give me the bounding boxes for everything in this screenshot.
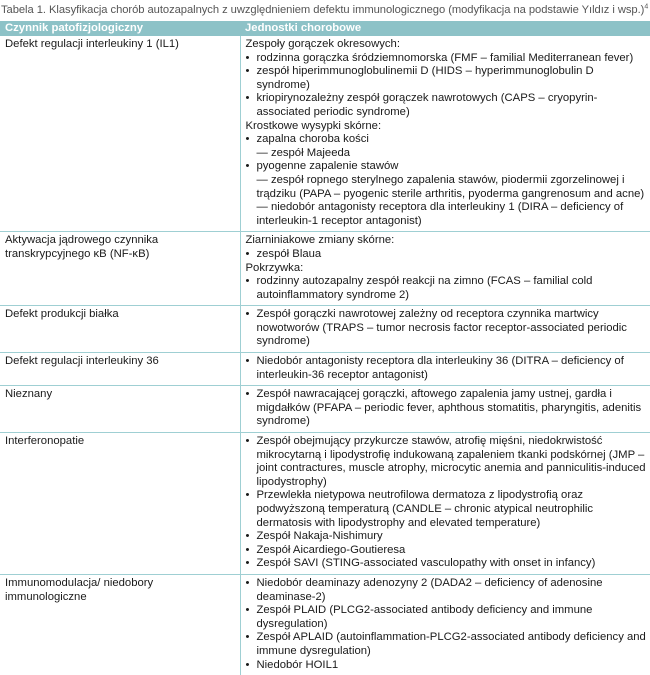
table-row — [0, 386, 650, 433]
list-item: • Zespół APLAID (autoinflammation-PLCG2-associated antibody deficiency and immune dysregulation) — [246, 631, 647, 658]
group-heading: Pokrzywka: — [245, 261, 304, 274]
list-item: • Przewlekła nietypowa neutrofilowa dermatoza z lipodystrofią oraz podwyższoną temperaturą (CANDLE – chronic atypical neutrophilic dermatosis with lipodystrophy and elevated temperature) — [246, 489, 647, 530]
group-heading: Krostkowe wysypki skórne: — [245, 119, 382, 132]
table-body — [0, 36, 650, 675]
list-item: • Zespół PLAID (PLCG2-associated antibody deficiency and immune dysregulation) — [246, 604, 647, 631]
list-item: • Zespół nawracającej gorączki, aftowego zapalenia jamy ustnej, gardła i migdałków (PFAPA – periodic fever, aphthous stomatitis, pharyngitis, adenitis syndrome) — [246, 388, 647, 429]
table-row — [0, 433, 650, 575]
group-heading: Ziarniniakowe zmiany skórne: — [245, 234, 395, 247]
list-item: • zespół Blaua — [246, 248, 647, 262]
sub-list-item: — zespół Majeeda — [246, 147, 647, 161]
table-row — [0, 36, 650, 232]
list-item: • zespół hiperimmunoglobulinemii D (HIDS – hyperimmunoglobulin D syndrome) — [246, 65, 647, 92]
list-item: • Zespół obejmujący przykurcze stawów, atrofię mięśni, niedokrwistość mikrocytarną i lipodystrofię indukowaną zapaleniem tkanki podskórnej (JMP – joint contractures, muscle atrophy, microcytic anemia and panniculitis-induced lipodystrophy) — [246, 435, 647, 489]
disease-entities-cell — [240, 353, 650, 386]
table-row — [0, 306, 650, 353]
sub-list-item: — niedobór antagonisty receptora dla interleukiny 1 (DIRA – deficiency of interleukin-1 receptor antagonist) — [246, 201, 647, 228]
list-item: • Niedobór antagonisty receptora dla interleukiny 36 (DITRA – deficiency of interleukin-36 receptor antagonist) — [246, 355, 647, 382]
list-item: • Niedobór HOIL1 — [246, 659, 647, 673]
factor-cell: Defekt regulacji interleukiny 36 — [0, 353, 240, 386]
list-item: • Zespół Aicardiego-Goutieresa — [246, 544, 647, 558]
factor-cell: Defekt regulacji interleukiny 1 (IL1) — [0, 36, 240, 232]
list-item: • Zespół gorączki nawrotowej zależny od receptora czynnika martwicy nowotworów (TRAPS – tumor necrosis factor receptor-associated periodic syndrome) — [246, 308, 647, 349]
table-row — [0, 353, 650, 386]
table-caption — [0, 0, 650, 19]
disease-entities-cell — [240, 306, 650, 353]
factor-cell: Interferonopatie — [0, 433, 240, 575]
classification-table — [0, 21, 650, 675]
disease-entities-cell — [240, 433, 650, 575]
table-row — [0, 232, 650, 306]
list-item: • Niedobór deaminazy adenozyny 2 (DADA2 – deficiency of adenosine deaminase-2) — [246, 577, 647, 604]
disease-entities-cell — [240, 232, 650, 306]
sub-list-item: — zespół ropnego sterylnego zapalenia stawów, piodermii zgorzelinowej i trądziku (PAPA – pyogenic sterile arthritis, pyoderma gangrenosum and acne) — [246, 174, 647, 201]
list-item: • pyogenne zapalenie stawów — [246, 160, 647, 174]
group-heading: Zespoły gorączek okresowych: — [245, 38, 400, 50]
header-pathophysiological-factor: Czynnik patofizjologiczny — [0, 21, 240, 36]
list-item: • kriopirynozależny zespół gorączek nawrotowych (CAPS – cryopyrin-associated periodic syndrome) — [246, 92, 647, 119]
disease-entities-cell — [240, 574, 650, 675]
list-item: • rodzinny autozapalny zespół reakcji na zimno (FCAS – familial cold autoinflammatory syndrome 2) — [246, 275, 647, 302]
factor-cell: Nieznany — [0, 386, 240, 433]
list-item: • rodzinna gorączka śródziemnomorska (FMF – familial Mediterranean fever) — [246, 52, 647, 66]
disease-entities-cell — [240, 386, 650, 433]
caption-reference: 4 — [644, 3, 649, 11]
list-item: • zapalna choroba kości — [246, 133, 647, 147]
factor-cell: Defekt produkcji białka — [0, 306, 240, 353]
header-disease-entities: Jednostki chorobowe — [240, 21, 650, 36]
disease-entities-cell — [240, 36, 650, 232]
caption-text: Tabela 1. Klasyfikacja chorób autozapalnych z uwzględnieniem defektu immunologicznego (modyfikacja na podstawie Yıldız i wsp.) — [1, 4, 645, 16]
list-item: • Zespół SAVI (STING-associated vasculopathy with onset in infancy) — [246, 557, 647, 571]
list-item: • Zespół Nakaja-Nishimury — [246, 530, 647, 544]
factor-cell: Aktywacja jądrowego czynnika transkrypcyjnego κB (NF-κB) — [0, 232, 240, 306]
table-row — [0, 574, 650, 675]
factor-cell: Immunomodulacja/ niedobory immunologiczne — [0, 574, 240, 675]
table-header-row — [0, 21, 650, 36]
